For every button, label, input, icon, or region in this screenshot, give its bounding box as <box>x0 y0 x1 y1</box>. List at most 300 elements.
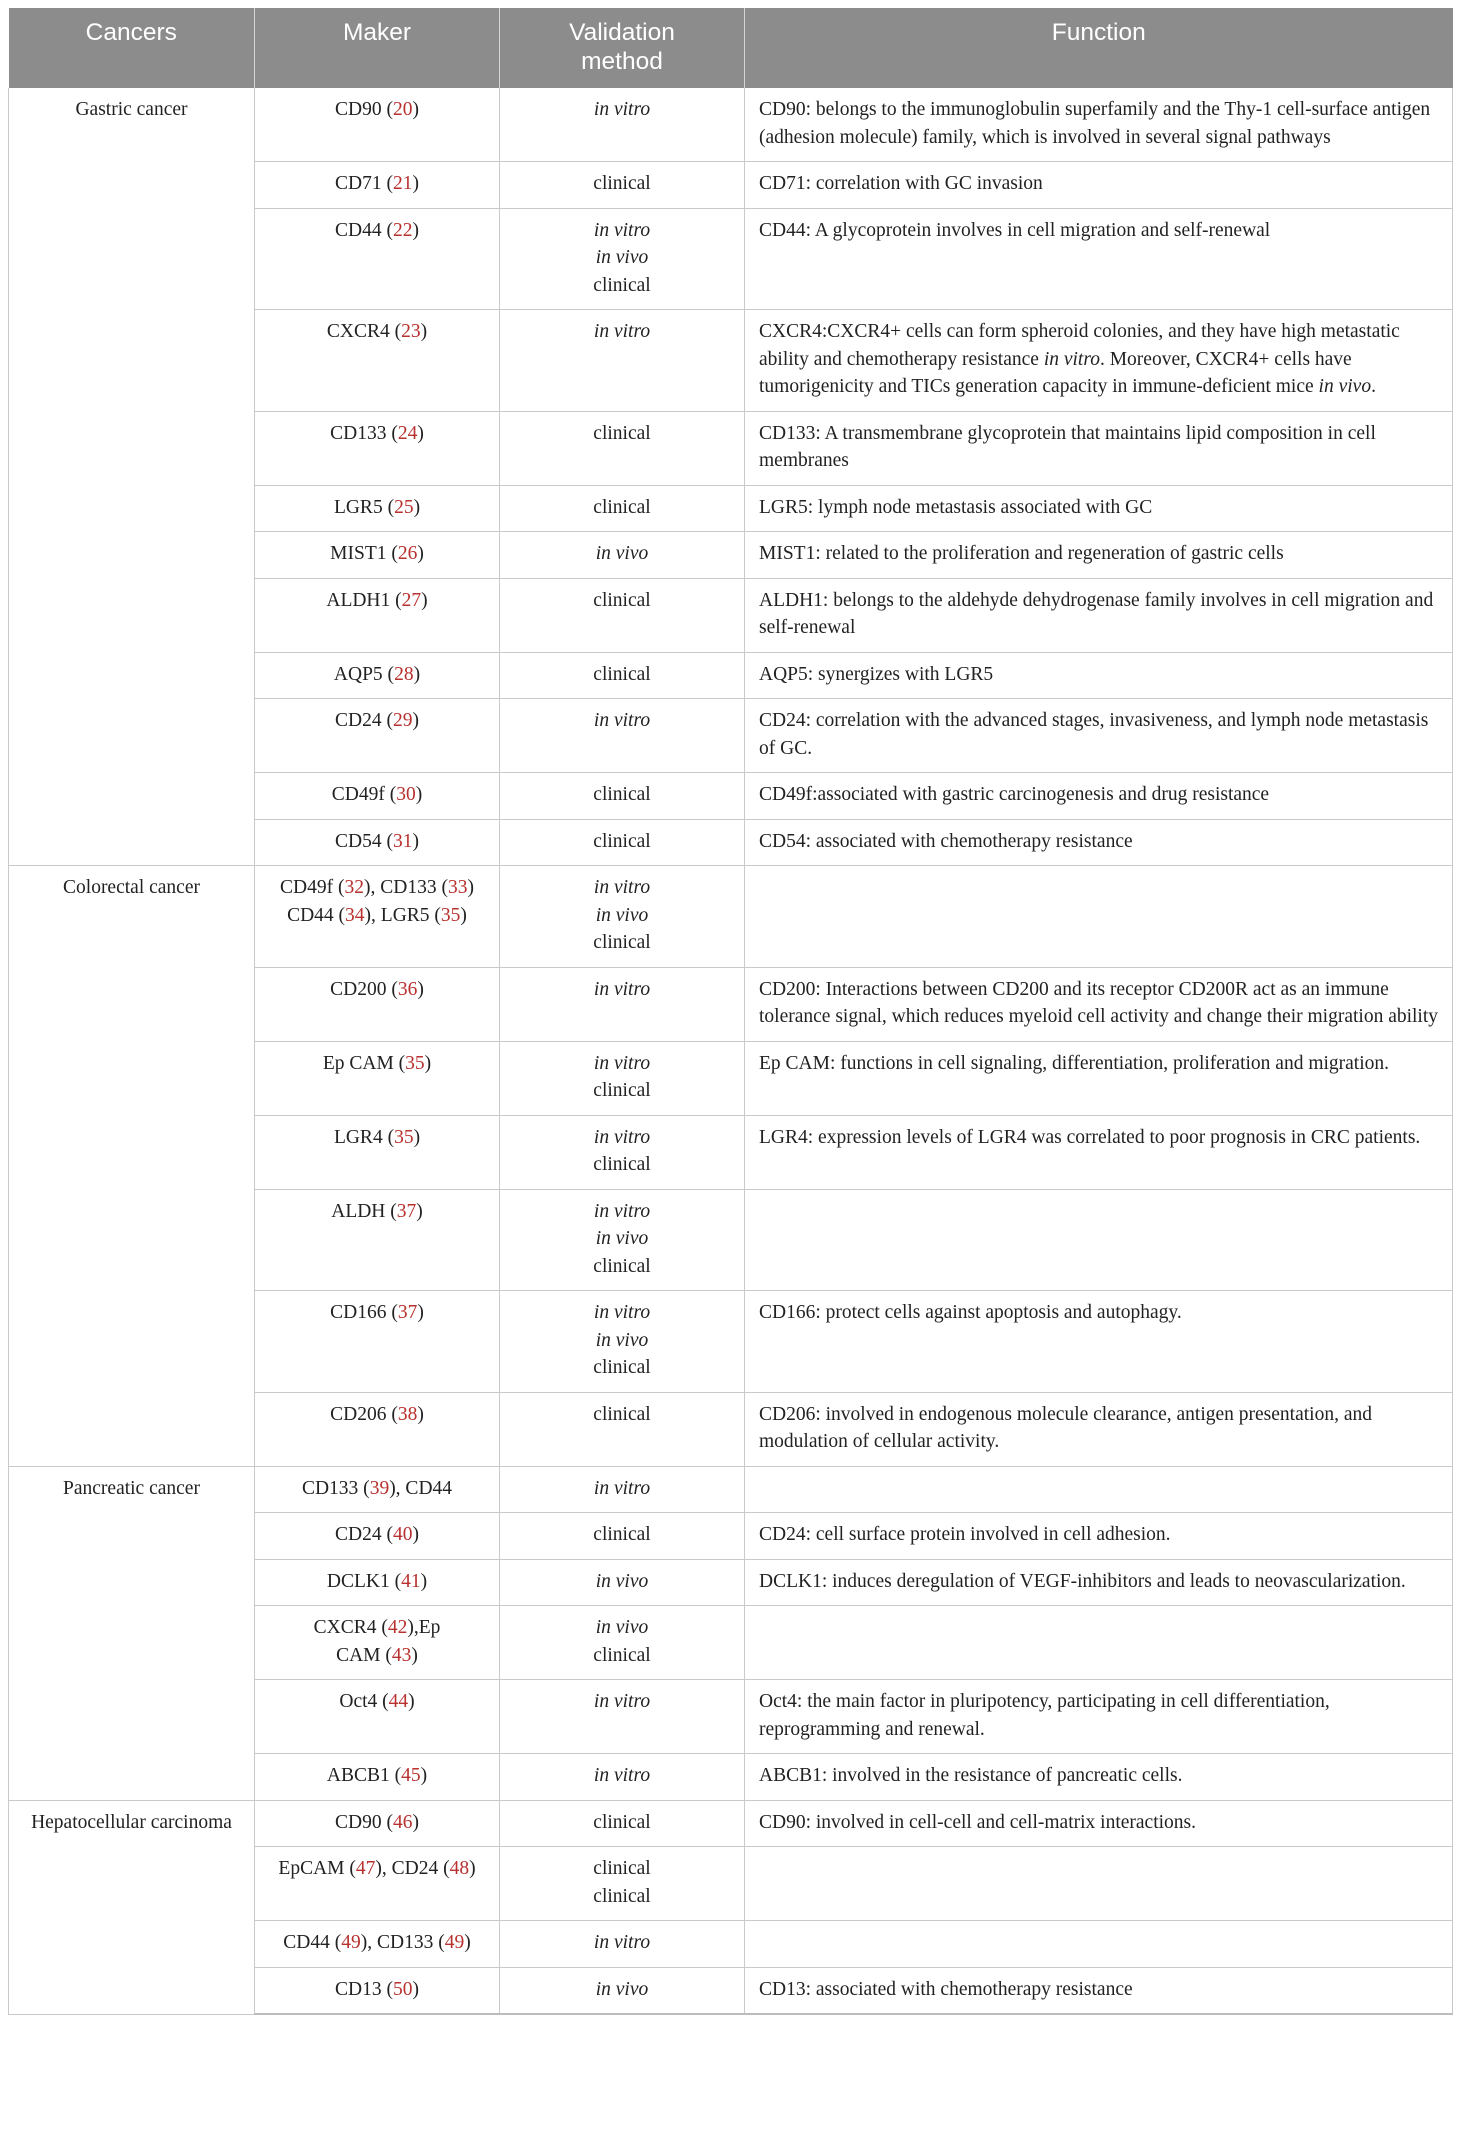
validation-method: clinical <box>593 784 651 805</box>
validation-method: clinical <box>593 1403 651 1425</box>
marker-cell <box>255 1559 500 1606</box>
validation-method-cell <box>500 532 745 579</box>
validation-method: in vitro <box>593 1126 651 1148</box>
marker-text: CD24 ( <box>335 710 393 731</box>
reference-number: 27 <box>401 589 422 611</box>
table-row <box>9 1800 1453 1847</box>
reference-number: 20 <box>392 99 413 120</box>
reference-number: 46 <box>392 1811 413 1833</box>
reference-number: 38 <box>397 1403 418 1425</box>
marker-text: ) <box>413 663 421 685</box>
marker-cell <box>255 773 500 820</box>
reference-number: 30 <box>396 784 416 805</box>
marker-cell <box>255 578 500 652</box>
marker-cell <box>255 1921 500 1968</box>
reference-number: 37 <box>397 1302 418 1323</box>
function-text: . <box>1371 376 1376 397</box>
marker-text: ) <box>411 1644 418 1666</box>
marker-line <box>269 1614 485 1642</box>
validation-method: clinical <box>593 1885 651 1907</box>
marker-text: DCLK1 ( <box>326 1570 402 1592</box>
validation-method-cell <box>500 1115 745 1189</box>
marker-text: MIST1 ( <box>330 543 398 564</box>
marker-text: ) <box>420 1570 428 1592</box>
marker-text: ) <box>416 1200 423 1222</box>
reference-number: 43 <box>391 1644 412 1666</box>
marker-cell <box>255 1291 500 1393</box>
function-text: . Moreover, CXCR4+ cells have tumorigenicity and TICs generation capacity in immune-deficient mice <box>759 348 1352 397</box>
table-row <box>9 866 1453 968</box>
validation-method-cell <box>500 162 745 209</box>
marker-text: ) <box>413 496 421 518</box>
marker-text: ) <box>417 1403 424 1425</box>
marker-text: ) <box>417 978 424 1000</box>
marker-text: ) <box>464 1932 471 1953</box>
validation-method: clinical <box>593 496 651 518</box>
marker-text: ) <box>413 1126 421 1148</box>
marker-cell <box>255 699 500 773</box>
validation-method: in vivo <box>595 543 649 564</box>
function-text: CD44: A glycoprotein involves in cell migration and self-renewal <box>759 219 1271 241</box>
marker-text: ), CD133 ( <box>364 877 448 898</box>
function-text: LGR5: lymph node metastasis associated with GC <box>759 496 1153 518</box>
function-text: ALDH1: belongs to the aldehyde dehydrogenase family involves in cell migration and self-renewal <box>759 589 1434 638</box>
reference-number: 29 <box>392 710 413 731</box>
table-body <box>9 88 1453 2014</box>
validation-method-cell <box>500 866 745 968</box>
marker-cell <box>255 866 500 968</box>
header-validation-method <box>500 8 745 88</box>
function-cell <box>745 1189 1453 1291</box>
validation-method: in vitro <box>593 877 651 898</box>
marker-line <box>269 661 485 689</box>
marker-cell <box>255 532 500 579</box>
function-cell <box>745 1967 1453 2014</box>
function-cell <box>745 532 1453 579</box>
validation-method-cell <box>500 1921 745 1968</box>
function-cell <box>745 208 1453 310</box>
marker-text: ), CD133 ( <box>360 1932 445 1953</box>
function-cell <box>745 1800 1453 1847</box>
validation-method-cell <box>500 1291 745 1393</box>
marker-line <box>269 1809 485 1837</box>
marker-text: ) <box>412 99 419 120</box>
function-text: in vitro <box>1043 348 1100 370</box>
marker-cell <box>255 485 500 532</box>
validation-method-cell <box>500 1189 745 1291</box>
marker-cell <box>255 1513 500 1560</box>
function-cell <box>745 88 1453 162</box>
marker-line <box>269 781 485 809</box>
marker-cell <box>255 208 500 310</box>
validation-method: in vitro <box>593 321 651 342</box>
reference-number: 22 <box>392 219 413 241</box>
reference-number: 39 <box>369 1477 390 1499</box>
cancer-type-label: Gastric cancer <box>75 99 188 120</box>
reference-number: 33 <box>447 877 468 898</box>
marker-text: CD44 ( <box>287 904 346 926</box>
marker-line <box>269 1642 485 1670</box>
function-text: AQP5: synergizes with LGR5 <box>759 663 994 685</box>
validation-method: in vivo <box>595 1329 649 1351</box>
marker-cell <box>255 819 500 866</box>
marker-line <box>269 96 485 124</box>
marker-line <box>269 1855 485 1883</box>
marker-line <box>269 1198 485 1226</box>
marker-text: CD90 ( <box>335 1811 393 1833</box>
validation-method: clinical <box>593 1644 651 1666</box>
validation-method: in vivo <box>595 1570 649 1592</box>
validation-method: clinical <box>593 1357 651 1378</box>
table-header <box>9 8 1453 88</box>
validation-method: clinical <box>593 1811 651 1833</box>
reference-number: 40 <box>392 1524 413 1545</box>
marker-text: ) <box>420 1765 428 1786</box>
marker-text: CD44 ( <box>335 219 393 241</box>
function-text: MIST1: related to the proliferation and regeneration of gastric cells <box>759 543 1284 564</box>
header-cancers: Cancers <box>9 8 255 88</box>
marker-text: ) <box>469 1858 476 1879</box>
validation-method: clinical <box>593 274 651 296</box>
marker-line <box>269 707 485 735</box>
function-text: DCLK1: induces deregulation of VEGF-inhibitors and leads to neovascularization. <box>759 1570 1406 1592</box>
reference-number: 41 <box>401 1570 421 1592</box>
marker-cell <box>255 652 500 699</box>
function-text: CD200: Interactions between CD200 and its receptor CD200R act as an immune tolerance signal, which reduces myeloid cell activity and change their migration ability <box>759 978 1439 1027</box>
validation-method: in vitro <box>593 219 651 241</box>
marker-text: ), LGR5 ( <box>364 904 441 926</box>
marker-text: ) <box>412 219 419 241</box>
validation-method-cell <box>500 1847 745 1921</box>
function-cell <box>745 1513 1453 1560</box>
marker-text: CD24 ( <box>335 1524 393 1545</box>
function-text: LGR4: expression levels of LGR4 was correlated to poor prognosis in CRC patients. <box>759 1126 1421 1148</box>
reference-number: 35 <box>405 1052 425 1074</box>
function-text: CD166: protect cells against apoptosis and autophagy. <box>759 1302 1182 1323</box>
marker-cell <box>255 1754 500 1801</box>
cancer-stem-cell-marker-table <box>8 8 1453 2015</box>
marker-cell <box>255 1115 500 1189</box>
marker-line <box>269 540 485 568</box>
validation-method-cell <box>500 411 745 485</box>
marker-cell <box>255 162 500 209</box>
cancer-type-cell <box>9 1466 255 1800</box>
marker-line <box>269 1688 485 1716</box>
marker-text: ) <box>424 1052 432 1074</box>
marker-cell <box>255 1392 500 1466</box>
validation-method-cell <box>500 1680 745 1754</box>
marker-text: ABCB1 ( <box>326 1765 402 1786</box>
function-cell <box>745 1754 1453 1801</box>
validation-method: clinical <box>593 932 651 953</box>
cancer-type-cell <box>9 866 255 1467</box>
reference-number: 34 <box>345 904 365 926</box>
marker-text: ) <box>460 904 467 926</box>
function-text: Oct4: the main factor in pluripotency, participating in cell differentiation, reprogramming and renewal. <box>759 1691 1330 1740</box>
validation-method: in vivo <box>595 247 649 268</box>
cancer-type-label: Pancreatic cancer <box>63 1477 200 1499</box>
function-text: CD206: involved in endogenous molecule clearance, antigen presentation, and modulation of cellular activity. <box>759 1403 1372 1452</box>
marker-text: CD54 ( <box>335 830 393 852</box>
marker-text: ALDH ( <box>331 1200 397 1222</box>
function-text: CD24: correlation with the advanced stages, invasiveness, and lymph node metastasis of GC. <box>759 710 1429 759</box>
function-cell <box>745 699 1453 773</box>
marker-text: ) <box>421 589 428 611</box>
function-cell <box>745 1680 1453 1754</box>
validation-method-cell <box>500 1800 745 1847</box>
validation-method-cell <box>500 819 745 866</box>
function-cell <box>745 1041 1453 1115</box>
function-cell <box>745 819 1453 866</box>
validation-method: clinical <box>593 422 651 444</box>
validation-method-cell <box>500 967 745 1041</box>
validation-method-cell <box>500 578 745 652</box>
function-cell <box>745 485 1453 532</box>
marker-cell <box>255 411 500 485</box>
marker-text: LGR5 ( <box>333 496 395 518</box>
validation-method-cell <box>500 652 745 699</box>
marker-line <box>269 1050 485 1078</box>
marker-cell <box>255 1847 500 1921</box>
validation-method: in vitro <box>593 99 651 120</box>
validation-method: in vivo <box>595 1228 649 1249</box>
marker-text: ) <box>420 321 428 342</box>
validation-method-cell <box>500 1606 745 1680</box>
marker-text: ) <box>417 543 424 564</box>
validation-method: clinical <box>593 830 651 852</box>
marker-text: ), CD24 ( <box>375 1858 450 1879</box>
validation-method: in vivo <box>595 1617 649 1638</box>
marker-cell <box>255 1606 500 1680</box>
validation-method-cell <box>500 1041 745 1115</box>
function-cell <box>745 1921 1453 1968</box>
validation-method: clinical <box>593 1858 651 1879</box>
validation-method-cell <box>500 485 745 532</box>
marker-text: CD44 ( <box>283 1932 342 1953</box>
marker-text: CD49f ( <box>331 784 397 805</box>
header-function: Function <box>745 8 1453 88</box>
reference-number: 44 <box>388 1691 409 1712</box>
function-cell <box>745 1115 1453 1189</box>
reference-number: 28 <box>394 663 414 685</box>
reference-number: 32 <box>344 877 364 898</box>
marker-text: ALDH1 ( <box>326 589 402 611</box>
marker-text: CD71 ( <box>335 173 393 194</box>
function-cell <box>745 967 1453 1041</box>
marker-cell <box>255 1680 500 1754</box>
reference-number: 45 <box>401 1765 421 1786</box>
marker-line <box>269 828 485 856</box>
validation-method-cell <box>500 1559 745 1606</box>
marker-line <box>269 976 485 1004</box>
validation-method: clinical <box>593 663 651 685</box>
validation-method-cell <box>500 1513 745 1560</box>
header-row <box>9 8 1453 88</box>
marker-line <box>269 170 485 198</box>
marker-line <box>269 874 485 902</box>
marker-cell <box>255 310 500 412</box>
reference-number: 35 <box>440 904 461 926</box>
validation-method-cell <box>500 1967 745 2014</box>
validation-method: clinical <box>593 173 651 194</box>
validation-method-cell <box>500 208 745 310</box>
validation-method: clinical <box>593 1154 651 1175</box>
reference-number: 35 <box>394 1126 414 1148</box>
cancer-type-cell <box>9 1800 255 2014</box>
reference-number: 50 <box>392 1978 413 2000</box>
function-text: CD90: involved in cell-cell and cell-matrix interactions. <box>759 1811 1196 1833</box>
function-text: CD54: associated with chemotherapy resistance <box>759 830 1133 852</box>
function-text: CXCR4:CXCR4+ cells can form spheroid colonies, and they have high metastatic ability and chemotherapy resistance <box>759 321 1400 370</box>
function-text: CD71: correlation with GC invasion <box>759 173 1043 194</box>
marker-text: ) <box>415 784 423 805</box>
marker-text: CD166 ( <box>330 1302 398 1323</box>
marker-text: ), CD44 <box>389 1477 453 1499</box>
marker-text: CD13 ( <box>335 1978 393 2000</box>
validation-method: in vivo <box>595 904 649 926</box>
validation-method-cell <box>500 699 745 773</box>
function-cell <box>745 1466 1453 1513</box>
marker-text: CD133 ( <box>330 422 398 444</box>
marker-cell <box>255 1967 500 2014</box>
marker-line <box>269 318 485 346</box>
table-row <box>9 1466 1453 1513</box>
marker-text: CD133 ( <box>301 1477 370 1499</box>
validation-method: in vitro <box>593 710 651 731</box>
header-validation-method-label: Validation method <box>569 19 675 75</box>
marker-line <box>269 1521 485 1549</box>
marker-text: CD206 ( <box>330 1403 398 1425</box>
reference-number: 49 <box>341 1932 361 1953</box>
function-cell <box>745 1847 1453 1921</box>
reference-number: 24 <box>397 422 418 444</box>
marker-text: ) <box>412 1524 419 1545</box>
function-cell <box>745 1606 1453 1680</box>
marker-cell <box>255 967 500 1041</box>
reference-number: 31 <box>392 830 413 852</box>
marker-line <box>269 902 485 930</box>
table-container <box>8 8 1452 2015</box>
validation-method: in vitro <box>593 1052 651 1074</box>
marker-line <box>269 1401 485 1429</box>
marker-text: Oct4 ( <box>339 1691 389 1712</box>
marker-text: EpCAM ( <box>278 1858 356 1879</box>
function-cell <box>745 411 1453 485</box>
marker-text: CAM ( <box>336 1644 392 1666</box>
function-text: Ep CAM: functions in cell signaling, differentiation, proliferation and migration. <box>759 1052 1390 1074</box>
validation-method: in vitro <box>593 1477 651 1499</box>
marker-cell <box>255 1800 500 1847</box>
function-text: CD24: cell surface protein involved in cell adhesion. <box>759 1524 1171 1545</box>
validation-method: in vitro <box>593 1932 651 1953</box>
marker-text: LGR4 ( <box>333 1126 395 1148</box>
function-cell <box>745 1291 1453 1393</box>
cancer-type-cell <box>9 88 255 866</box>
validation-method-cell <box>500 88 745 162</box>
function-cell <box>745 162 1453 209</box>
marker-cell <box>255 1189 500 1291</box>
function-text: CD13: associated with chemotherapy resistance <box>759 1978 1133 2000</box>
marker-text: CXCR4 ( <box>313 1617 388 1638</box>
validation-method-cell <box>500 1466 745 1513</box>
marker-cell <box>255 88 500 162</box>
marker-text: ) <box>412 1811 419 1833</box>
marker-text: ) <box>412 710 419 731</box>
marker-line <box>269 1124 485 1152</box>
header-maker: Maker <box>255 8 500 88</box>
marker-text: ) <box>417 422 424 444</box>
validation-method: in vitro <box>593 1691 651 1712</box>
validation-method: clinical <box>593 1255 651 1277</box>
marker-line <box>269 494 485 522</box>
marker-text: Ep CAM ( <box>322 1052 406 1074</box>
marker-text: CD200 ( <box>330 978 398 1000</box>
marker-line <box>269 1929 485 1957</box>
marker-line <box>269 217 485 245</box>
reference-number: 25 <box>394 496 414 518</box>
marker-text: ) <box>412 1978 419 2000</box>
marker-text: CD49f ( <box>280 877 345 898</box>
marker-text: ) <box>417 1302 424 1323</box>
validation-method: clinical <box>593 1524 651 1545</box>
reference-number: 37 <box>396 1200 417 1222</box>
validation-method: in vitro <box>593 978 651 1000</box>
marker-line <box>269 420 485 448</box>
validation-method-cell <box>500 1754 745 1801</box>
validation-method: clinical <box>593 589 651 611</box>
marker-text: ) <box>467 877 474 898</box>
function-text: CD90: belongs to the immunoglobulin superfamily and the Thy-1 cell-surface antigen (adhesion molecule) family, which is involved in several signal pathways <box>759 99 1431 148</box>
validation-method: clinical <box>593 1080 651 1101</box>
function-cell <box>745 652 1453 699</box>
reference-number: 36 <box>397 978 418 1000</box>
validation-method: in vitro <box>593 1200 651 1222</box>
validation-method-cell <box>500 310 745 412</box>
reference-number: 23 <box>401 321 421 342</box>
marker-text: CD90 ( <box>335 99 393 120</box>
marker-line <box>269 1762 485 1790</box>
table-row <box>9 88 1453 162</box>
reference-number: 49 <box>444 1932 465 1953</box>
marker-line <box>269 1299 485 1327</box>
function-cell <box>745 866 1453 968</box>
reference-number: 47 <box>355 1858 376 1879</box>
marker-line <box>269 1568 485 1596</box>
marker-cell <box>255 1041 500 1115</box>
function-cell <box>745 310 1453 412</box>
marker-text: ) <box>408 1691 415 1712</box>
reference-number: 21 <box>392 173 413 194</box>
function-text: in vivo <box>1318 376 1372 397</box>
function-cell <box>745 1559 1453 1606</box>
marker-cell <box>255 1466 500 1513</box>
marker-text: ),Ep <box>407 1617 441 1638</box>
function-cell <box>745 578 1453 652</box>
validation-method: in vitro <box>593 1302 651 1323</box>
marker-line <box>269 1976 485 2004</box>
validation-method: in vitro <box>593 1765 651 1786</box>
function-cell <box>745 773 1453 820</box>
marker-line <box>269 1475 485 1503</box>
marker-text: ) <box>412 830 419 852</box>
marker-line <box>269 587 485 615</box>
cancer-type-label: Colorectal cancer <box>63 877 200 898</box>
reference-number: 42 <box>387 1617 408 1638</box>
marker-text: AQP5 ( <box>333 663 395 685</box>
function-text: ABCB1: involved in the resistance of pancreatic cells. <box>759 1765 1183 1786</box>
validation-method: in vivo <box>595 1978 649 2000</box>
function-cell <box>745 1392 1453 1466</box>
